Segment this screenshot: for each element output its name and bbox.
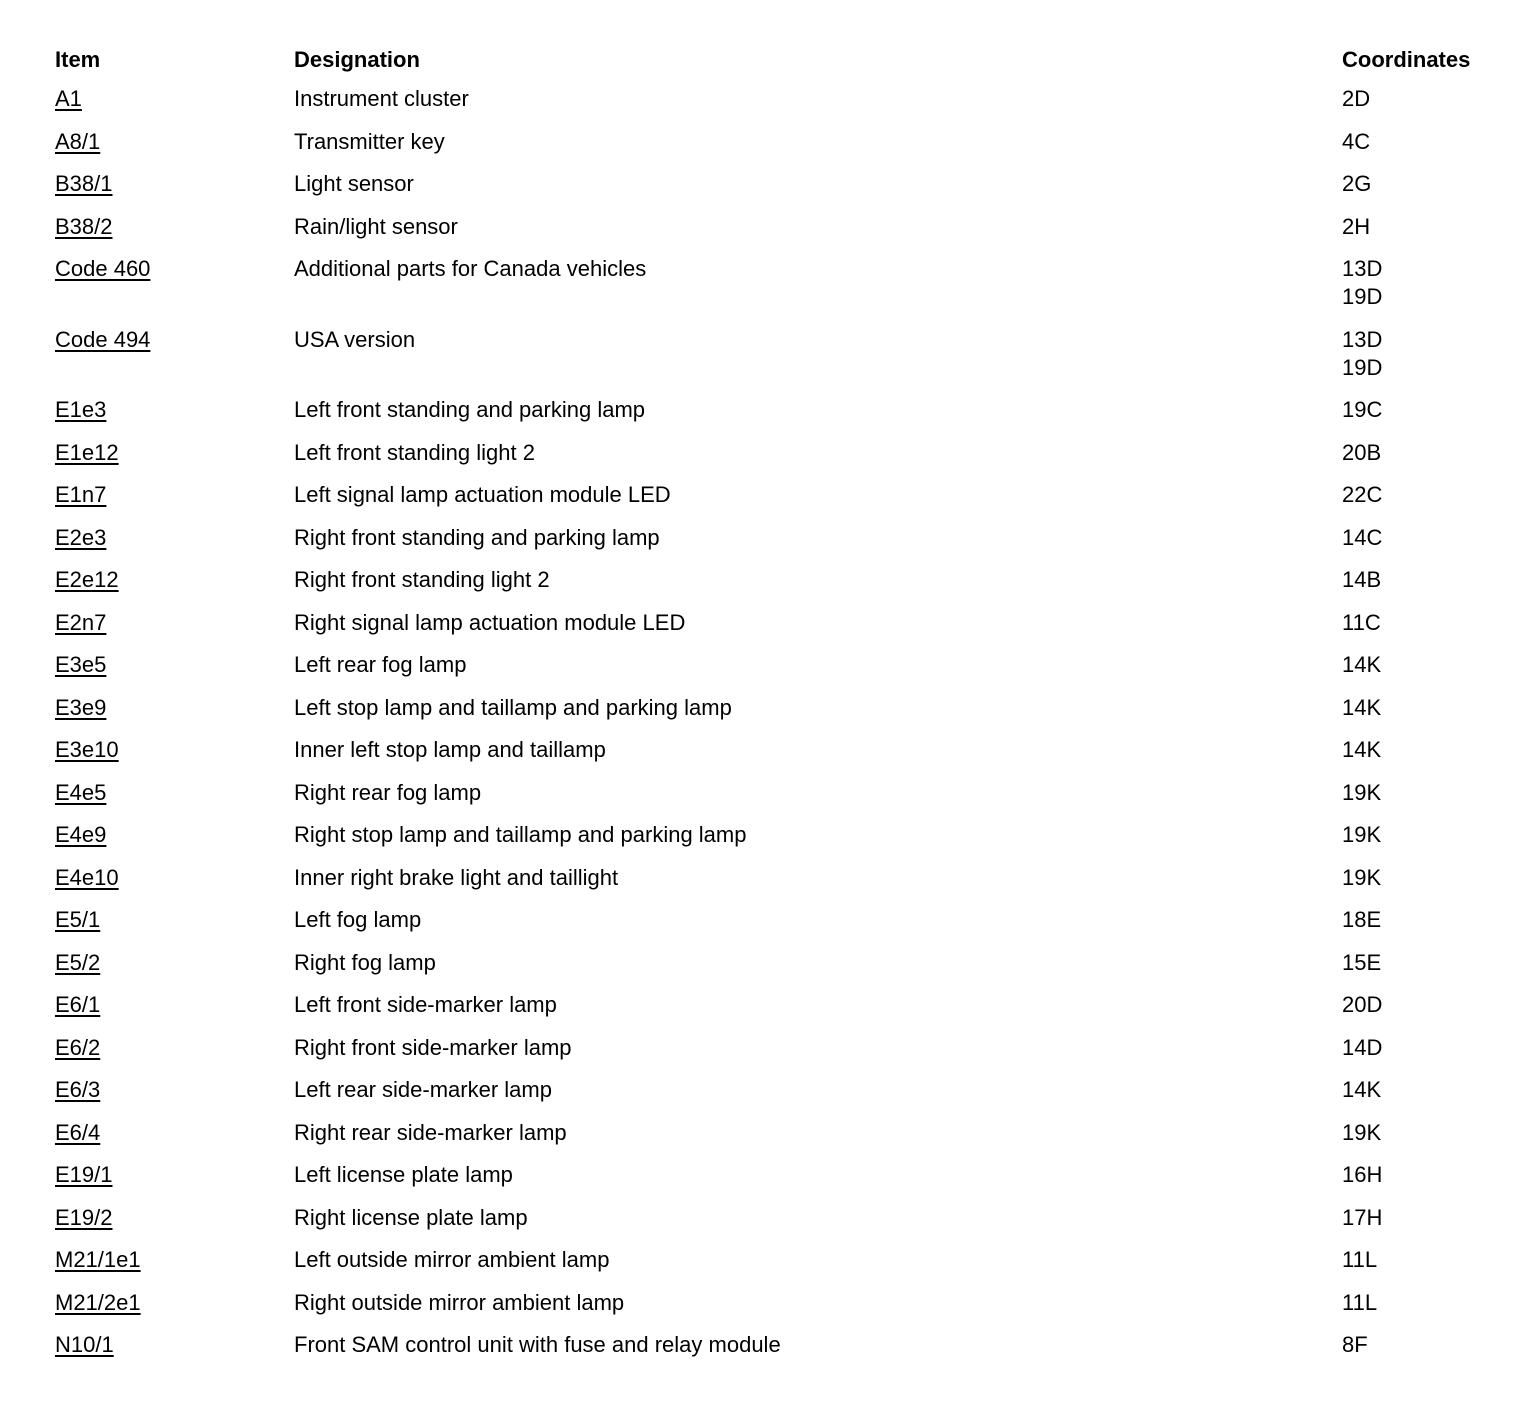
item-link[interactable]: Code 494	[55, 326, 151, 352]
coordinate-value: 11C	[1342, 609, 1381, 635]
designation-cell: Right front side-marker lamp	[294, 1034, 572, 1060]
coordinates-cell	[1342, 906, 1505, 934]
coordinate-value: 4C	[1342, 128, 1371, 154]
item-cell	[55, 1246, 294, 1274]
item-cell	[55, 609, 294, 637]
coordinate-value: 2D	[1342, 86, 1371, 111]
coordinate-value: 14K	[1342, 737, 1382, 762]
item-cell	[55, 949, 294, 977]
item-link[interactable]: E3e10	[55, 737, 119, 762]
item-cell	[55, 326, 294, 382]
coordinate-value: 2G	[1342, 171, 1372, 196]
coordinate-value: 14K	[1342, 694, 1382, 720]
coordinate-value: 14B	[1342, 567, 1382, 592]
item-link[interactable]: E1e12	[55, 439, 119, 465]
designation-cell: Left front standing and parking lamp	[294, 397, 646, 422]
item-cell	[55, 85, 294, 113]
table-row	[55, 984, 1505, 1027]
item-link[interactable]: E19/2	[55, 1204, 113, 1230]
designation-cell: Left rear side-marker lamp	[294, 1077, 552, 1102]
coordinates-cell	[1342, 326, 1505, 382]
table-row	[55, 644, 1505, 687]
designation-cell: Instrument cluster	[294, 86, 469, 111]
coordinate-value: 19K	[1342, 864, 1382, 890]
item-link[interactable]: E5/2	[55, 949, 101, 975]
designation-cell: Left rear fog lamp	[294, 652, 467, 677]
coordinate-value: 20D	[1342, 992, 1383, 1017]
coordinate-value: 14K	[1342, 652, 1382, 677]
component-legend-table	[55, 42, 1505, 1367]
designation-cell: Left stop lamp and taillamp and parking lamp	[294, 694, 732, 720]
designation-cell: Additional parts for Canada vehicles	[294, 256, 647, 281]
designation-cell: Right signal lamp actuation module LED	[294, 609, 686, 635]
item-cell	[55, 1076, 294, 1104]
item-cell	[55, 694, 294, 722]
table-row	[55, 206, 1505, 249]
item-link[interactable]: E2e3	[55, 524, 107, 550]
coordinate-value: 13D	[1342, 326, 1383, 352]
designation-cell: Right stop lamp and taillamp and parking lamp	[294, 822, 747, 847]
table-row	[55, 772, 1505, 815]
coordinates-cell	[1342, 651, 1505, 679]
item-cell	[55, 1034, 294, 1062]
coordinates-cell	[1342, 524, 1505, 552]
coordinate-value: 15E	[1342, 949, 1382, 975]
coordinate-value: 20B	[1342, 439, 1382, 465]
table-row	[55, 814, 1505, 857]
coordinates-cell	[1342, 1289, 1505, 1317]
item-link[interactable]: E1n7	[55, 482, 107, 507]
item-link[interactable]: E4e5	[55, 779, 107, 805]
coordinates-cell	[1342, 1034, 1505, 1062]
coordinates-cell	[1342, 566, 1505, 594]
table-row	[55, 319, 1505, 390]
designation-cell: Rain/light sensor	[294, 213, 458, 239]
table-row	[55, 687, 1505, 730]
item-link[interactable]: E4e10	[55, 864, 119, 890]
coordinate-value: 18E	[1342, 907, 1382, 932]
item-cell	[55, 170, 294, 198]
item-cell	[55, 566, 294, 594]
coordinates-cell	[1342, 779, 1505, 807]
item-link[interactable]: B38/1	[55, 171, 113, 196]
coordinate-value: 19K	[1342, 1119, 1382, 1145]
coordinate-value: 17H	[1342, 1204, 1383, 1230]
item-link[interactable]: E3e5	[55, 652, 107, 677]
item-cell	[55, 439, 294, 467]
item-cell	[55, 991, 294, 1019]
item-link[interactable]: E6/1	[55, 992, 101, 1017]
coordinate-value: 11L	[1342, 1289, 1378, 1315]
table-row	[55, 559, 1505, 602]
item-cell	[55, 1161, 294, 1189]
coordinate-value: 19D	[1342, 354, 1383, 380]
item-link[interactable]: E2e12	[55, 567, 119, 592]
coordinates-cell	[1342, 170, 1505, 198]
table-row	[55, 78, 1505, 121]
item-cell	[55, 255, 294, 311]
table-row	[55, 729, 1505, 772]
coordinates-cell	[1342, 1076, 1505, 1104]
designation-cell: Transmitter key	[294, 128, 445, 154]
designation-cell: Right license plate lamp	[294, 1204, 528, 1230]
table-row	[55, 1282, 1505, 1325]
item-link[interactable]: E2n7	[55, 609, 107, 635]
designation-cell: Inner right brake light and taillight	[294, 864, 619, 890]
designation-cell: Right outside mirror ambient lamp	[294, 1289, 625, 1315]
item-link[interactable]: E6/4	[55, 1119, 101, 1145]
coordinates-cell	[1342, 1119, 1505, 1147]
designation-cell: Light sensor	[294, 171, 414, 196]
designation-cell: Left front standing light 2	[294, 439, 535, 465]
designation-cell: Front SAM control unit with fuse and relay module	[294, 1332, 781, 1357]
coordinates-cell	[1342, 213, 1505, 241]
coordinate-value: 11L	[1342, 1247, 1378, 1272]
designation-cell: Left signal lamp actuation module LED	[294, 482, 671, 507]
item-link[interactable]: E6/3	[55, 1077, 101, 1102]
table-row	[55, 517, 1505, 560]
designation-cell: Right front standing light 2	[294, 567, 550, 592]
coordinates-cell	[1342, 991, 1505, 1019]
table-row	[55, 163, 1505, 206]
item-cell	[55, 779, 294, 807]
item-link[interactable]: E3e9	[55, 694, 107, 720]
coordinate-value: 16H	[1342, 1162, 1383, 1187]
coordinates-cell	[1342, 481, 1505, 509]
coordinates-cell	[1342, 1204, 1505, 1232]
coordinates-cell	[1342, 864, 1505, 892]
item-cell	[55, 651, 294, 679]
item-cell	[55, 481, 294, 509]
table-row	[55, 1197, 1505, 1240]
coordinate-value: 14D	[1342, 1034, 1383, 1060]
table-row	[55, 248, 1505, 319]
table-row	[55, 1239, 1505, 1282]
item-link[interactable]: M21/1e1	[55, 1247, 141, 1272]
coordinate-value: 19D	[1342, 284, 1383, 309]
item-cell	[55, 524, 294, 552]
coordinates-cell	[1342, 736, 1505, 764]
coordinates-cell	[1342, 694, 1505, 722]
coordinate-value: 14C	[1342, 524, 1383, 550]
header-coordinates: Coordinates	[1342, 47, 1471, 72]
item-link[interactable]: E5/1	[55, 907, 101, 932]
coordinates-cell	[1342, 1331, 1505, 1359]
designation-cell: Left outside mirror ambient lamp	[294, 1247, 610, 1272]
table-row	[55, 1027, 1505, 1070]
item-cell	[55, 213, 294, 241]
table-row	[55, 1112, 1505, 1155]
coordinates-cell	[1342, 609, 1505, 637]
table-row	[55, 1069, 1505, 1112]
table-row	[55, 389, 1505, 432]
designation-cell: Left front side-marker lamp	[294, 992, 557, 1017]
item-cell	[55, 128, 294, 156]
item-link[interactable]: N10/1	[55, 1332, 114, 1357]
coordinates-cell	[1342, 949, 1505, 977]
coordinates-cell	[1342, 1246, 1505, 1274]
header-designation: Designation	[294, 47, 420, 72]
item-cell	[55, 1119, 294, 1147]
designation-cell: Inner left stop lamp and taillamp	[294, 737, 606, 762]
table-row	[55, 121, 1505, 164]
coordinate-value: 2H	[1342, 213, 1371, 239]
table-row	[55, 942, 1505, 985]
designation-cell: Right rear fog lamp	[294, 779, 482, 805]
item-link[interactable]: E19/1	[55, 1162, 113, 1187]
designation-cell: Left license plate lamp	[294, 1162, 513, 1187]
coordinates-cell	[1342, 255, 1505, 311]
item-cell	[55, 1289, 294, 1317]
item-cell	[55, 821, 294, 849]
item-cell	[55, 396, 294, 424]
table-row	[55, 857, 1505, 900]
coordinate-value: 19C	[1342, 397, 1383, 422]
coordinate-value: 14K	[1342, 1077, 1382, 1102]
item-cell	[55, 864, 294, 892]
item-cell	[55, 1331, 294, 1359]
item-link[interactable]: E4e9	[55, 822, 107, 847]
item-link[interactable]: M21/2e1	[55, 1289, 141, 1315]
table-row	[55, 899, 1505, 942]
coordinates-cell	[1342, 439, 1505, 467]
designation-cell: Left fog lamp	[294, 907, 422, 932]
coordinate-value: 19K	[1342, 822, 1382, 847]
coordinates-cell	[1342, 396, 1505, 424]
coordinate-value: 13D	[1342, 256, 1383, 281]
item-link[interactable]: A1	[55, 86, 82, 111]
coordinates-cell	[1342, 85, 1505, 113]
item-link[interactable]: E1e3	[55, 397, 107, 422]
coordinate-value: 19K	[1342, 779, 1382, 805]
table-row	[55, 602, 1505, 645]
table-row	[55, 1154, 1505, 1197]
table-body	[55, 78, 1505, 1367]
table-row	[55, 1324, 1505, 1367]
coordinates-cell	[1342, 1161, 1505, 1189]
designation-cell: Right rear side-marker lamp	[294, 1119, 567, 1145]
coordinate-value: 22C	[1342, 482, 1383, 507]
table-row	[55, 474, 1505, 517]
table-header	[55, 42, 1505, 78]
item-link[interactable]: A8/1	[55, 128, 101, 154]
designation-cell: Right fog lamp	[294, 949, 436, 975]
item-link[interactable]: E6/2	[55, 1034, 101, 1060]
table-row	[55, 432, 1505, 475]
item-cell	[55, 1204, 294, 1232]
item-link[interactable]: Code 460	[55, 256, 151, 281]
designation-cell: Right front standing and parking lamp	[294, 524, 660, 550]
designation-cell: USA version	[294, 326, 416, 352]
coordinate-value: 8F	[1342, 1332, 1368, 1357]
item-cell	[55, 736, 294, 764]
coordinates-cell	[1342, 128, 1505, 156]
item-cell	[55, 906, 294, 934]
coordinates-cell	[1342, 821, 1505, 849]
header-item: Item	[55, 47, 101, 72]
item-link[interactable]: B38/2	[55, 213, 113, 239]
